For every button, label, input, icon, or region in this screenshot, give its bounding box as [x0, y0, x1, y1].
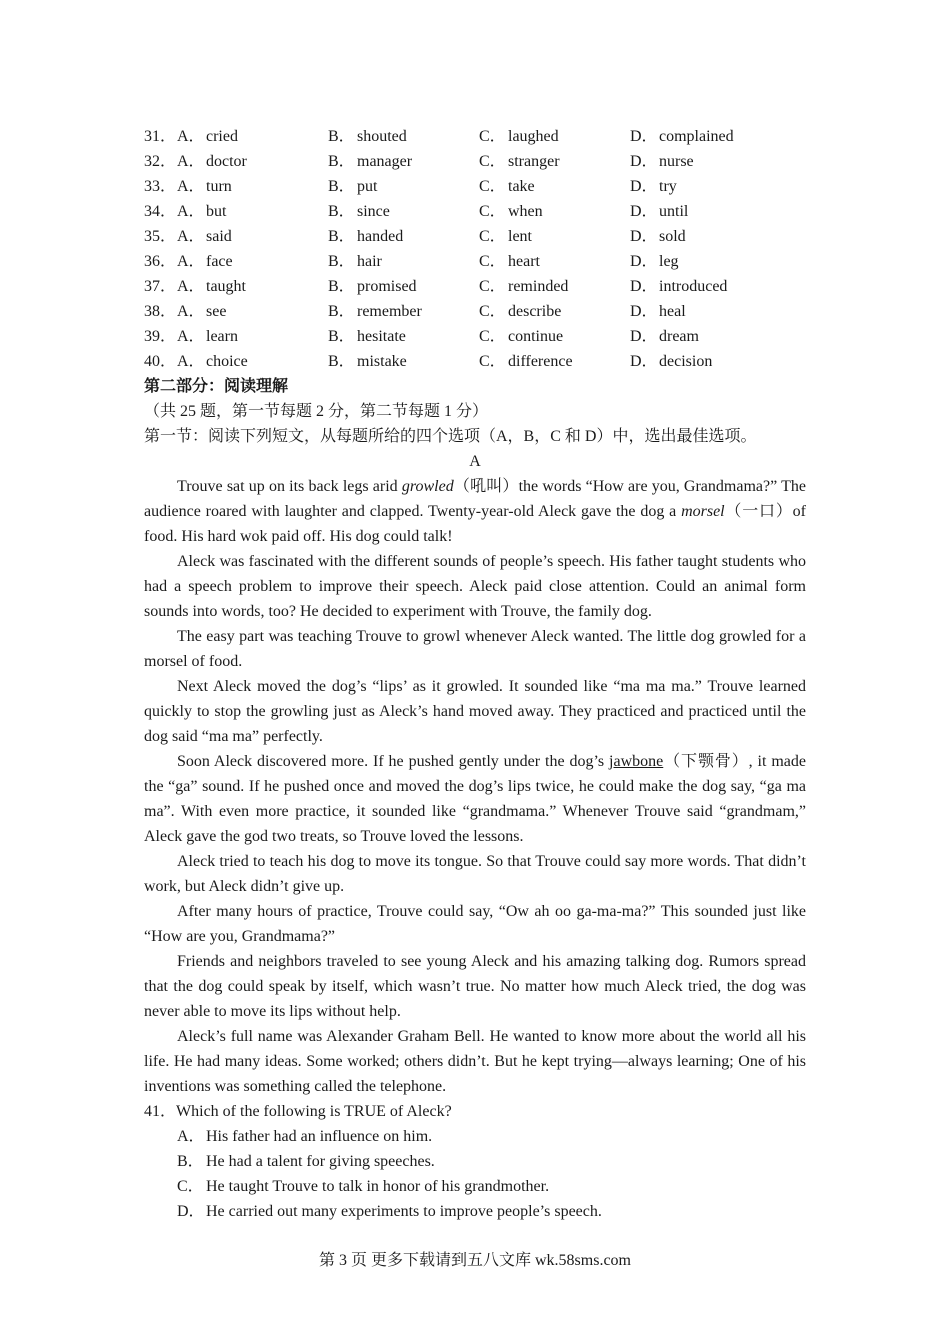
- option-letter: C．: [479, 328, 506, 345]
- option-letter: D．: [630, 353, 658, 370]
- cloze-option-d[interactable]: [630, 299, 781, 324]
- option-letter: B．: [328, 228, 355, 245]
- passage-paragraph-2: Aleck was fascinated with the different sounds of people’s speech. His father taught students who had a speech problem to improve their speech. Aleck paid close attention. Could an animal form sounds into words, too? He decided to experiment with Trouve, the family dog.: [144, 553, 806, 620]
- passage-paragraph-6: Aleck tried to teach his dog to move its tongue. So that Trouve could say more words. That didn’t work, but Aleck didn’t give up.: [144, 853, 806, 895]
- cloze-option-c[interactable]: [479, 174, 630, 199]
- option-letter: C．: [479, 153, 506, 170]
- option-letter: D．: [630, 253, 658, 270]
- cloze-option-c[interactable]: [479, 249, 630, 274]
- option-text: until: [659, 203, 689, 220]
- option-text: leg: [659, 253, 679, 270]
- cloze-option-c[interactable]: [479, 324, 630, 349]
- cloze-option-a[interactable]: [144, 199, 328, 224]
- option-text: hesitate: [357, 328, 406, 345]
- cloze-option-d[interactable]: [630, 349, 781, 374]
- option-text: continue: [508, 328, 564, 345]
- cloze-option-c[interactable]: [479, 149, 630, 174]
- question-number: 34．: [144, 203, 177, 220]
- cloze-option-c[interactable]: [479, 199, 630, 224]
- underlined-word: jawbone: [609, 753, 664, 770]
- option-letter: D．: [630, 178, 658, 195]
- option-letter: D．: [630, 278, 658, 295]
- cloze-option-b[interactable]: [328, 174, 479, 199]
- cloze-option-c[interactable]: [479, 349, 630, 374]
- option-text: when: [508, 203, 543, 220]
- option-letter: B．: [328, 203, 355, 220]
- option-text: choice: [206, 353, 248, 370]
- passage-paragraph-8: Friends and neighbors traveled to see young Aleck and his amazing talking dog. Rumors spread that the dog could speak by itself, which wasn’t true. No matter how much Aleck tried, the dog was never able to move its lips without help.: [144, 953, 806, 1020]
- question-choice-b[interactable]: B． He had a talent for giving speeches.: [177, 1153, 435, 1170]
- option-letter: A．: [177, 128, 205, 145]
- option-text: take: [508, 178, 535, 195]
- cloze-option-d[interactable]: [630, 174, 781, 199]
- option-text: remember: [357, 303, 422, 320]
- question-number: 36．: [144, 253, 177, 270]
- cloze-option-row: [144, 149, 806, 174]
- passage-paragraph-5: Soon Aleck discovered more. If he pushed gently under the dog’s jawbone（下颚骨）, it made the “ga” sound. If he pushed once and moved the dog’s lips twice, he could make the dog say, “ga ma ma”. With even more practice, it sounded like “grandmama.” Whenever Trouve said “grandmam,” Aleck gave the god two treats, so Trouve loved the lessons.: [144, 753, 806, 845]
- cloze-options-table: [144, 124, 806, 374]
- question-number: 39．: [144, 328, 177, 345]
- option-text: mistake: [357, 353, 407, 370]
- question-number: 32．: [144, 153, 177, 170]
- option-letter: A．: [177, 253, 205, 270]
- option-text: complained: [659, 128, 734, 145]
- option-letter: D．: [630, 328, 658, 345]
- option-text: doctor: [206, 153, 247, 170]
- cloze-option-a[interactable]: [144, 174, 328, 199]
- cloze-option-d[interactable]: [630, 124, 781, 149]
- passage-paragraph-9: Aleck’s full name was Alexander Graham Bell. He wanted to know more about the world all his life. He had many ideas. Some worked; others didn’t. But he kept trying—always learning; One of his inventions was something called the telephone.: [144, 1028, 806, 1095]
- cloze-option-row: [144, 299, 806, 324]
- cloze-option-row: [144, 174, 806, 199]
- cloze-option-d[interactable]: [630, 324, 781, 349]
- option-letter: A．: [177, 228, 205, 245]
- option-letter: B．: [328, 278, 355, 295]
- glossed-word: growled: [401, 478, 454, 495]
- cloze-option-a[interactable]: [144, 149, 328, 174]
- section-instruction: 第一节：阅读下列短文，从每题所给的四个选项（A，B，C 和 D）中，选出最佳选项。: [144, 428, 757, 445]
- option-text: manager: [357, 153, 413, 170]
- option-text: cried: [206, 128, 238, 145]
- cloze-option-c[interactable]: [479, 124, 630, 149]
- option-letter: B．: [328, 328, 355, 345]
- option-letter: B．: [328, 128, 355, 145]
- cloze-option-row: [144, 274, 806, 299]
- cloze-option-c[interactable]: [479, 299, 630, 324]
- option-letter: D．: [630, 153, 658, 170]
- option-text: try: [659, 178, 677, 195]
- option-letter: A．: [177, 278, 205, 295]
- passage-paragraph-3: The easy part was teaching Trouve to growl whenever Aleck wanted. The little dog growled for a morsel of food.: [144, 628, 806, 670]
- option-letter: C．: [479, 253, 506, 270]
- cloze-option-d[interactable]: [630, 224, 781, 249]
- option-letter: B．: [328, 353, 355, 370]
- question-number: 40．: [144, 353, 177, 370]
- cloze-option-row: [144, 349, 806, 374]
- option-text: see: [206, 303, 227, 320]
- option-text: but: [206, 203, 227, 220]
- option-text: handed: [357, 228, 404, 245]
- cloze-option-b[interactable]: [328, 349, 479, 374]
- option-letter: A．: [177, 303, 205, 320]
- section-title: 第二部分：阅读理解: [144, 378, 289, 395]
- question-number: 33．: [144, 178, 177, 195]
- option-text: sold: [659, 228, 686, 245]
- option-text: heal: [659, 303, 686, 320]
- cloze-option-c[interactable]: [479, 274, 630, 299]
- cloze-option-a[interactable]: [144, 299, 328, 324]
- option-letter: B．: [328, 253, 355, 270]
- option-letter: D．: [630, 203, 658, 220]
- cloze-option-b[interactable]: [328, 249, 479, 274]
- cloze-option-row: [144, 224, 806, 249]
- reading-passage: [144, 474, 806, 1099]
- option-letter: B．: [328, 303, 355, 320]
- question-41: [144, 1099, 806, 1224]
- option-text: heart: [508, 253, 540, 270]
- cloze-option-a[interactable]: [144, 324, 328, 349]
- option-letter: A．: [177, 203, 205, 220]
- passage-paragraph-7: After many hours of practice, Trouve could say, “Ow ah oo ga-ma-ma?” This sounded just like “How are you, Grandmama?”: [144, 903, 806, 945]
- question-choice-c[interactable]: C． He taught Trouve to talk in honor of his grandmother.: [177, 1178, 550, 1195]
- cloze-option-a[interactable]: [144, 274, 328, 299]
- option-letter: A．: [177, 178, 205, 195]
- cloze-option-b[interactable]: [328, 124, 479, 149]
- cloze-option-d[interactable]: [630, 149, 781, 174]
- option-text: dream: [659, 328, 699, 345]
- option-letter: C．: [479, 203, 506, 220]
- option-letter: C．: [479, 353, 506, 370]
- option-letter: D．: [630, 228, 658, 245]
- cloze-option-a[interactable]: [144, 124, 328, 149]
- option-letter: C．: [479, 128, 506, 145]
- option-text: stranger: [508, 153, 560, 170]
- passage-label: A: [469, 453, 481, 470]
- option-letter: D．: [630, 128, 658, 145]
- option-text: learn: [206, 328, 238, 345]
- question-number: 38．: [144, 303, 177, 320]
- option-text: difference: [508, 353, 573, 370]
- option-letter: A．: [177, 153, 205, 170]
- question-number: 37．: [144, 278, 177, 295]
- cloze-option-d[interactable]: [630, 274, 781, 299]
- question-number: 35．: [144, 228, 177, 245]
- cloze-option-row: [144, 324, 806, 349]
- cloze-option-c[interactable]: [479, 224, 630, 249]
- option-letter: C．: [479, 178, 506, 195]
- option-letter: C．: [479, 278, 506, 295]
- option-text: reminded: [508, 278, 569, 295]
- option-letter: D．: [630, 303, 658, 320]
- passage-paragraph-1: Trouve sat up on its back legs arid growled（吼叫）the words “How are you, Grandmama?” The audience roared with laughter and clapped. Twenty-year-old Aleck gave the dog a morsel（一口）of food. His hard wok paid off. His dog could talk!: [144, 478, 806, 545]
- question-number: 31．: [144, 128, 177, 145]
- section-scoring: （共 25 题，第一节每题 2 分，第二节每题 1 分）: [144, 403, 489, 420]
- option-text: decision: [659, 353, 713, 370]
- option-text: laughed: [508, 128, 559, 145]
- option-text: taught: [206, 278, 246, 295]
- option-text: lent: [508, 228, 532, 245]
- cloze-option-row: [144, 124, 806, 149]
- option-text: shouted: [357, 128, 407, 145]
- option-letter: C．: [479, 228, 506, 245]
- cloze-option-d[interactable]: [630, 199, 781, 224]
- exam-page: [144, 124, 806, 1224]
- option-text: since: [357, 203, 390, 220]
- cloze-option-a[interactable]: [144, 224, 328, 249]
- option-text: said: [206, 228, 232, 245]
- question-choice-a[interactable]: A． His father had an influence on him.: [177, 1128, 433, 1145]
- option-text: face: [206, 253, 233, 270]
- option-text: put: [357, 178, 378, 195]
- cloze-option-d[interactable]: [630, 249, 781, 274]
- cloze-option-b[interactable]: [328, 299, 479, 324]
- cloze-option-b[interactable]: [328, 324, 479, 349]
- cloze-option-b[interactable]: [328, 199, 479, 224]
- passage-paragraph-4: Next Aleck moved the dog’s “lips’ as it growled. It sounded like “ma ma ma.” Trouve learned quickly to stop the growling just as Aleck’s hand moved away. They practiced and practiced until the dog said “ma ma” perfectly.: [144, 678, 806, 745]
- option-text: promised: [357, 278, 417, 295]
- option-text: turn: [206, 178, 232, 195]
- cloze-option-b[interactable]: [328, 224, 479, 249]
- option-letter: A．: [177, 328, 205, 345]
- question-stem: Which of the following is TRUE of Aleck?: [176, 1103, 452, 1120]
- cloze-option-row: [144, 249, 806, 274]
- cloze-option-b[interactable]: [328, 149, 479, 174]
- question-number: 41．: [144, 1103, 177, 1120]
- option-text: introduced: [659, 278, 728, 295]
- cloze-option-row: [144, 199, 806, 224]
- option-text: describe: [508, 303, 562, 320]
- page-footer: 第 3 页 更多下载请到五八文库 wk.58sms.com: [318, 1252, 631, 1269]
- option-letter: B．: [328, 178, 355, 195]
- cloze-option-b[interactable]: [328, 274, 479, 299]
- option-text: hair: [357, 253, 382, 270]
- option-text: nurse: [659, 153, 694, 170]
- option-letter: C．: [479, 303, 506, 320]
- option-letter: A．: [177, 353, 205, 370]
- cloze-option-a[interactable]: [144, 349, 328, 374]
- cloze-option-a[interactable]: [144, 249, 328, 274]
- question-choice-d[interactable]: D． He carried out many experiments to improve people’s speech.: [177, 1203, 602, 1220]
- option-letter: B．: [328, 153, 355, 170]
- glossed-word: morsel: [681, 503, 725, 520]
